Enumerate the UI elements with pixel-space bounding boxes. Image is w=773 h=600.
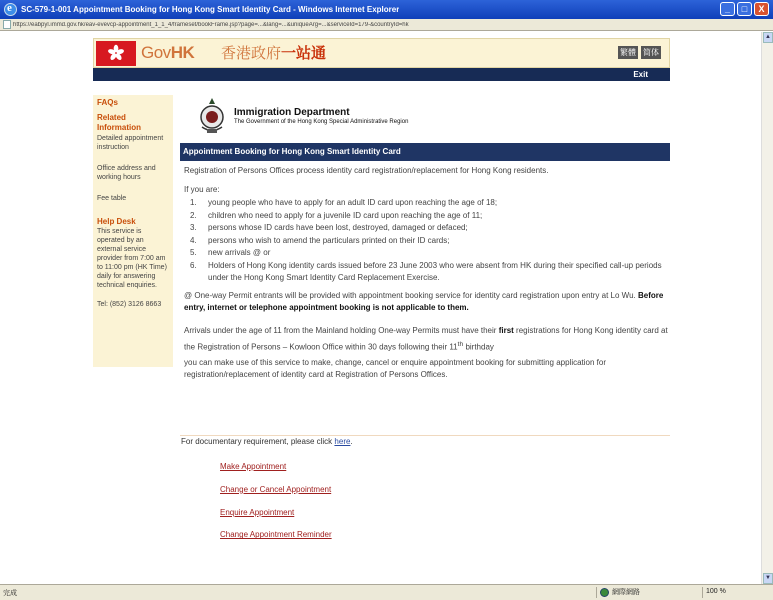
sidebar-helpdesk-heading: Help Desk (97, 217, 136, 226)
sidebar-link-fee-table[interactable]: Fee table (97, 195, 127, 202)
sidebar-link-appointment-instruction[interactable]: Detailed appointment instruction (97, 135, 164, 151)
minimize-button[interactable]: _ (720, 2, 735, 16)
traditional-chinese-button[interactable]: 繁體 (620, 48, 636, 57)
page-viewport (0, 32, 761, 584)
logo-cn-pre: 香港政府 (221, 44, 282, 62)
divider (180, 435, 670, 436)
status-separator (702, 587, 703, 598)
sidebar (93, 95, 173, 367)
scroll-up-arrow-icon[interactable]: ▲ (763, 32, 773, 43)
eligibility-list (190, 197, 668, 285)
documentary-requirement: For documentary requirement, please click here. (181, 437, 353, 446)
list-item: 6. Holders of Hong Kong identity cards issued before 23 June 2003 who were absent from HK during their specified call-up periods under the Hong Kong Smart Identity Card Replacement Exercise. (190, 260, 662, 282)
scroll-down-arrow-icon[interactable]: ▼ (763, 573, 773, 584)
hk-flag-icon (96, 41, 136, 66)
sidebar-related-heading: Related Information (97, 113, 141, 132)
service-description: you can make use of this service to make, change, cancel or enquire appointment booking for submitting application for registration/replacement of identity card at Registration of Persons Offices. (184, 358, 607, 379)
maximize-button[interactable]: □ (737, 2, 752, 16)
list-item: 5. new arrivals @ or (190, 248, 271, 257)
under-11-note: Arrivals under the age of 11 from the Mainland holding One-way Permits must have their first registrations for Hong Kong identity card at the Registration of Persons – Kowloon Office within 30 days following their 11th birthday (184, 326, 668, 352)
sidebar-faqs-link[interactable]: FAQs (97, 98, 118, 107)
page-title: Appointment Booking for Hong Kong Smart Identity Card (180, 143, 670, 161)
make-appointment-link[interactable]: Make Appointment (220, 462, 287, 471)
window-title: SC-579-1-001 Appointment Booking for Hong Kong Smart Identity Card - Windows Internet Explorer (21, 5, 400, 14)
vertical-scrollbar[interactable] (761, 32, 773, 584)
department-subtitle: The Government of the Hong Kong Special Administrative Region (234, 119, 409, 125)
sidebar-helpdesk-text: This service is operated by an external service provider from 7:00 am to 11:00 pm (HK Time) daily for answering technical enquiries. (97, 228, 167, 289)
if-you-are-label: If you are: (184, 185, 220, 194)
one-way-permit-note: @ One-way Permit entrants will be provided with appointment booking service for identity card registration upon entry at Lo Wu. Before entry, internet or telephone appointment booking is not applicable to them. (184, 291, 664, 312)
logo-hk: HK (170, 43, 195, 62)
intro-text: Registration of Persons Offices process identity card registration/replacement for Hong Kong residents. (184, 166, 549, 175)
immigration-crest-icon (195, 96, 229, 136)
address-bar[interactable] (0, 19, 773, 31)
internet-zone-globe-icon (600, 588, 609, 597)
close-button[interactable]: X (754, 2, 769, 16)
govhk-header (93, 38, 670, 68)
sidebar-helpdesk-tel: Tel: (852) 3126 8663 (97, 301, 162, 308)
status-text: 完成 (3, 590, 17, 597)
sidebar-link-office-address[interactable]: Office address and working hours (97, 165, 156, 181)
department-name: Immigration Department (234, 107, 350, 118)
bauhinia-icon (107, 44, 125, 62)
window-controls (720, 2, 769, 16)
govhk-logo-text[interactable] (141, 43, 194, 63)
change-cancel-appointment-link[interactable]: Change or Cancel Appointment (220, 484, 332, 494)
simplified-chinese-button[interactable]: 简体 (643, 48, 659, 57)
page-icon (3, 20, 11, 29)
list-item: 3. persons whose ID cards have been lost, destroyed, damaged or defaced; (190, 223, 468, 232)
status-separator (596, 587, 597, 598)
list-item: 1. young people who have to apply for an adult ID card upon reaching the age of 18; (190, 198, 498, 207)
security-zone: 網際網路 (600, 587, 640, 597)
status-bar (0, 584, 773, 600)
logo-gov: Gov (141, 43, 171, 62)
url-text[interactable]: https://eabpyl.immd.gov.hk/eav-evevcp-appointment_1_1_4/frameset/bookFrame.jsp?page=...&lang=...&uniqueArg=...&serviceId=179-&countryId=hk (13, 21, 409, 28)
window-titlebar (0, 0, 773, 19)
govhk-logo-chinese (221, 42, 326, 63)
exit-link[interactable]: Exit (633, 70, 648, 79)
zoom-level[interactable]: 100 % (706, 588, 726, 595)
top-nav-bar (93, 68, 670, 81)
list-item: 2. children who need to apply for a juvenile ID card upon reaching the age of 11; (190, 210, 483, 220)
internet-explorer-icon (4, 3, 17, 16)
language-switch (618, 46, 661, 59)
enquire-appointment-link[interactable]: Enquire Appointment (220, 507, 295, 517)
documentary-requirement-link[interactable]: here (334, 437, 351, 446)
appointment-actions (220, 462, 332, 553)
change-appointment-reminder-link[interactable]: Change Appointment Reminder (220, 530, 332, 540)
list-item: 4. persons who wish to amend the particulars printed on their ID cards; (190, 235, 450, 245)
logo-cn-post: 一站通 (281, 44, 327, 62)
